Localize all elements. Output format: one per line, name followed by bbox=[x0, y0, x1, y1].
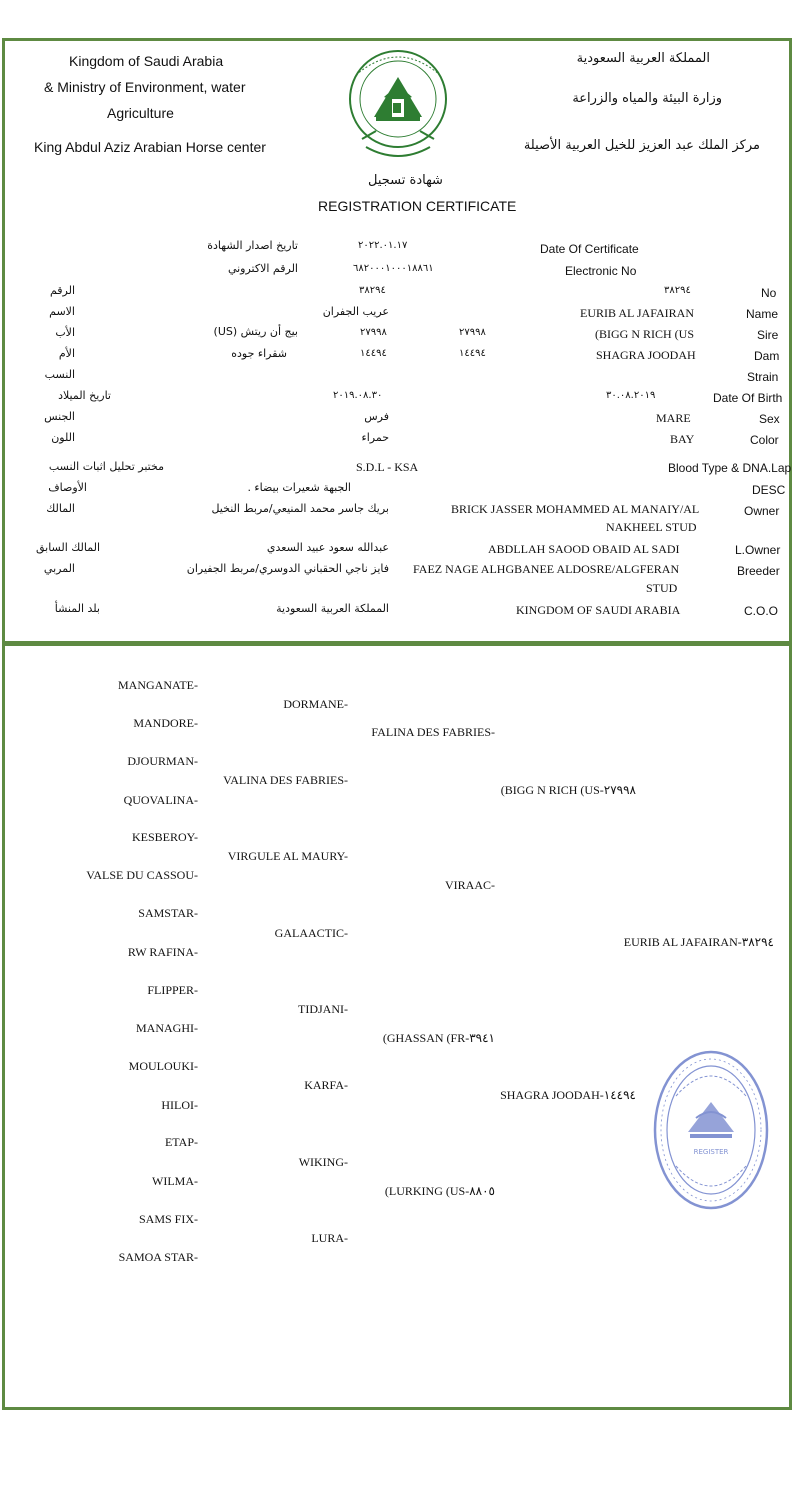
pedigree-gen4-12: HILOI- bbox=[161, 1098, 198, 1112]
coo-label-en: C.O.O bbox=[744, 604, 779, 618]
name-label-ar: الاسم bbox=[49, 305, 75, 318]
breeder-value-ar: فايز ناجي الحقباني الدوسري/مربط الجفيران bbox=[186, 562, 389, 575]
pedigree-gen3-3: VIRGULE AL MAURY- bbox=[227, 849, 348, 863]
no-value-ar: ٣٨٢٩٤ bbox=[359, 285, 386, 296]
stamp-text: REGISTER bbox=[693, 1148, 729, 1156]
strain-label-en: Strain bbox=[747, 370, 779, 384]
pedigree-gen2-3: (GHASSAN (FR-٣٩٤١ bbox=[382, 1031, 495, 1045]
sex-value-en: MARE bbox=[656, 411, 691, 425]
registration-stamp-icon bbox=[652, 1048, 770, 1212]
dam-label-en: Dam bbox=[754, 349, 780, 363]
header-en-line1: Kingdom of Saudi Arabia bbox=[69, 53, 224, 69]
enum-label-ar: الرقم الاكتروني bbox=[227, 262, 298, 275]
lab-label-en: Blood Type & DNA.Lap bbox=[668, 461, 792, 475]
sex-label-en: Sex bbox=[759, 412, 780, 426]
lowner-value-ar: عبدالله سعود عبيد السعدي bbox=[266, 541, 389, 554]
pedigree-gen3-7: WIKING- bbox=[298, 1155, 348, 1169]
lowner-value-en: ABDLLAH SAOOD OBAID AL SADI bbox=[488, 542, 680, 556]
pedigree-panel bbox=[2, 644, 792, 1410]
color-value-ar: حمراء bbox=[361, 431, 389, 444]
pedigree-gen4-11: MOULOUKI- bbox=[128, 1059, 198, 1073]
pedigree-sire: (BIGG N RICH (US-٢٧٩٩٨ bbox=[500, 783, 636, 797]
sire-no: ٢٧٩٩٨ bbox=[459, 327, 486, 338]
date-label-ar: تاريخ اصدار الشهادة bbox=[207, 239, 298, 252]
pedigree-gen2-4: (LURKING (US-٨٨٠٥ bbox=[384, 1184, 495, 1198]
enum-value: ٦٨٢٠٠٠١٠٠٠١٨٨٦١ bbox=[353, 263, 434, 274]
title-en: REGISTRATION CERTIFICATE bbox=[318, 198, 517, 214]
pedigree-gen4-3: DJOURMAN- bbox=[127, 754, 198, 768]
header-en-line2: & Ministry of Environment, water bbox=[44, 79, 246, 95]
sire-name-ar: بيج أن ريتش (US) bbox=[213, 325, 298, 338]
dam-no-ar: ١٤٤٩٤ bbox=[360, 348, 387, 359]
pedigree-gen4-5: KESBEROY- bbox=[131, 830, 198, 844]
owner-value-ar: بريك جاسر محمد المنيعي/مربط النخيل bbox=[211, 502, 389, 515]
owner-label-ar: المالك bbox=[46, 502, 75, 515]
desc-label-en: DESC bbox=[752, 483, 786, 497]
name-label-en: Name bbox=[746, 307, 779, 321]
header-ar-line1: المملكة العربية السعودية bbox=[576, 51, 710, 66]
pedigree-gen3-8: LURA- bbox=[311, 1231, 348, 1245]
pedigree-gen4-8: RW RAFINA- bbox=[127, 945, 198, 959]
pedigree-gen4-9: FLIPPER- bbox=[147, 983, 198, 997]
pedigree-gen3-1: DORMANE- bbox=[283, 697, 348, 711]
sire-value-en: (BIGG N RICH (US bbox=[595, 327, 694, 341]
header-ar-line3: مركز الملك عبد العزيز للخيل العربية الأصيلة bbox=[523, 138, 760, 153]
coo-label-ar: بلد المنشأ bbox=[54, 602, 100, 615]
pedigree-gen4-13: ETAP- bbox=[164, 1135, 198, 1149]
name-value-ar: عريب الجفران bbox=[322, 305, 389, 318]
color-value-en: BAY bbox=[670, 432, 695, 446]
no-label-en: No bbox=[761, 286, 777, 300]
date-value: ٢٠٢٢.٠١.١٧ bbox=[358, 240, 408, 251]
ministry-logo-icon bbox=[346, 47, 450, 171]
strain-label-ar: النسب bbox=[44, 368, 75, 381]
dob-label-en: Date Of Birth bbox=[713, 391, 783, 405]
pedigree-subject: EURIB AL JAFAIRAN-٣٨٢٩٤ bbox=[623, 935, 774, 949]
sex-value-ar: فرس bbox=[364, 410, 389, 423]
pedigree-gen4-2: MANDORE- bbox=[133, 716, 198, 730]
dob-value-ar: ٢٠١٩.٠٨.٣٠ bbox=[333, 390, 383, 401]
sire-no-ar: ٢٧٩٩٨ bbox=[360, 327, 387, 338]
breeder-value-en-line1: FAEZ NAGE ALHGBANEE ALDOSRE/ALGFERAN bbox=[413, 562, 680, 576]
color-label-ar: اللون bbox=[51, 431, 75, 444]
pedigree-gen4-15: SAMS FIX- bbox=[138, 1212, 198, 1226]
pedigree-gen4-14: WILMA- bbox=[152, 1174, 198, 1188]
pedigree-gen3-6: KARFA- bbox=[304, 1078, 348, 1092]
header-ar-line2: وزارة البيئة والمياه والزراعة bbox=[572, 91, 722, 106]
dam-label-ar: الأم bbox=[58, 347, 75, 360]
pedigree-gen4-7: SAMSTAR- bbox=[138, 906, 198, 920]
lowner-label-en: L.Owner bbox=[735, 543, 781, 557]
dam-value-en: SHAGRA JOODAH bbox=[596, 348, 696, 362]
pedigree-gen3-5: TIDJANI- bbox=[298, 1002, 348, 1016]
lowner-label-ar: المالك السابق bbox=[35, 541, 100, 554]
pedigree-gen3-2: VALINA DES FABRIES- bbox=[223, 773, 348, 787]
color-label-en: Color bbox=[750, 433, 779, 447]
owner-value-en-line1: BRICK JASSER MOHAMMED AL MANAIY/AL bbox=[451, 502, 700, 516]
coo-value-ar: المملكة العربية السعودية bbox=[276, 602, 389, 615]
dob-label-ar: تاريخ الميلاد bbox=[58, 389, 111, 402]
pedigree-gen4-6: VALSE DU CASSOU- bbox=[86, 868, 198, 882]
pedigree-gen4-10: MANAGHI- bbox=[136, 1021, 198, 1035]
no-label-ar: الرقم bbox=[49, 284, 75, 297]
sex-label-ar: الجنس bbox=[44, 410, 75, 423]
breeder-label-en: Breeder bbox=[737, 564, 780, 578]
desc-label-ar: الأوصاف bbox=[48, 481, 87, 494]
pedigree-dam: SHAGRA JOODAH-١٤٤٩٤ bbox=[500, 1088, 636, 1102]
lab-label-ar: مختبر تحليل اثبات النسب bbox=[48, 460, 164, 473]
owner-label-en: Owner bbox=[744, 504, 780, 518]
pedigree-gen4-16: SAMOA STAR- bbox=[118, 1250, 198, 1264]
dam-name-ar: شقراء جوده bbox=[231, 347, 287, 360]
header-en-line4: King Abdul Aziz Arabian Horse center bbox=[34, 139, 266, 155]
enum-label-en: Electronic No bbox=[565, 264, 637, 278]
name-value-en: EURIB AL JAFAIRAN bbox=[580, 306, 695, 320]
pedigree-gen2-2: VIRAAC- bbox=[445, 878, 495, 892]
pedigree-gen3-4: GALAACTIC- bbox=[274, 926, 348, 940]
dob-value-en: ٣٠.٠٨.٢٠١٩ bbox=[606, 390, 656, 401]
lab-value: S.D.L - KSA bbox=[356, 460, 419, 474]
pedigree-gen2-1: FALINA DES FABRIES- bbox=[371, 725, 495, 739]
coo-value-en: KINGDOM OF SAUDI ARABIA bbox=[516, 603, 681, 617]
pedigree-gen4-4: QUOVALINA- bbox=[123, 793, 198, 807]
desc-value-ar: الجبهة شعيرات بيضاء . bbox=[247, 481, 351, 494]
sire-label-ar: الأب bbox=[55, 326, 75, 339]
header-en-line3: Agriculture bbox=[107, 105, 174, 121]
breeder-value-en-line2: STUD bbox=[646, 581, 678, 595]
sire-label-en: Sire bbox=[757, 328, 779, 342]
owner-value-en-line2: NAKHEEL STUD bbox=[606, 520, 697, 534]
breeder-label-ar: المربي bbox=[43, 562, 75, 575]
no-value-en: ٣٨٢٩٤ bbox=[664, 285, 691, 296]
title-ar: شهادة تسجيل bbox=[368, 173, 443, 188]
date-label-en: Date Of Certificate bbox=[540, 242, 639, 256]
pedigree-gen4-1: MANGANATE- bbox=[118, 678, 198, 692]
dam-no: ١٤٤٩٤ bbox=[459, 348, 486, 359]
